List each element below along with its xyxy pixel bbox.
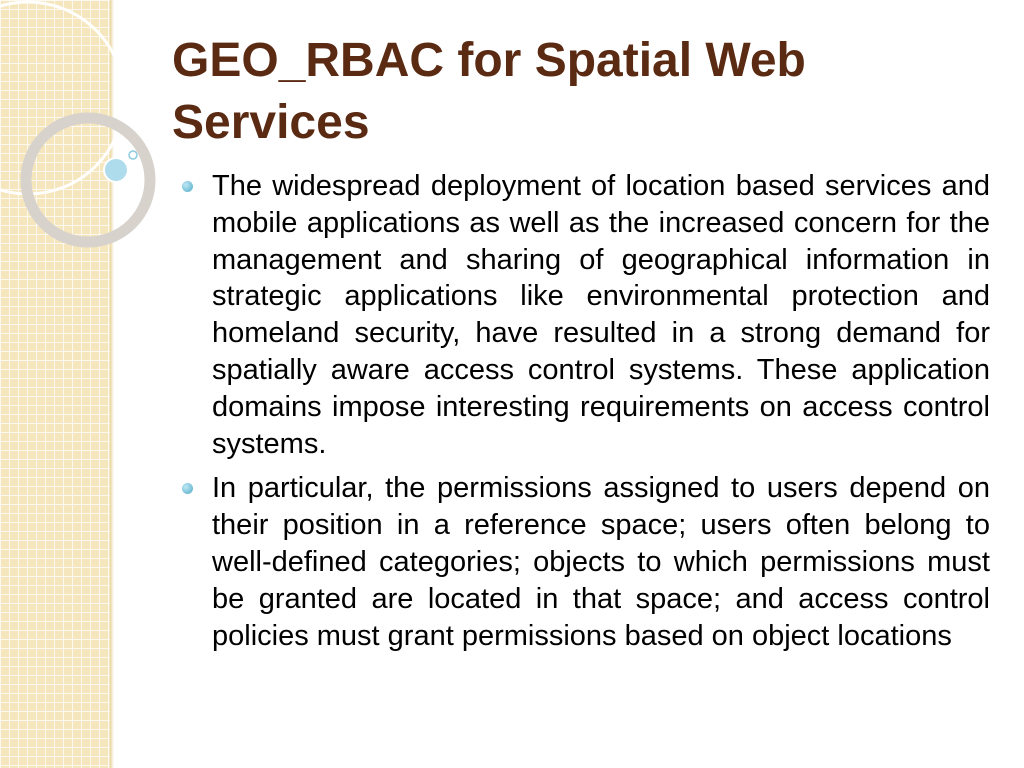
- bullet-item-2: [182, 470, 990, 654]
- bullet-text-2: In particular, the permissions assigned to users depend on their position in a reference space; users often belong to well-defined categories; objects to which permissions must be granted are located in that space; and access control policies must grant permissions based on object locations: [212, 472, 990, 652]
- bullet-list: [182, 168, 990, 662]
- decorative-ring-small: [26, 118, 150, 242]
- decorative-dot-small: [129, 151, 137, 159]
- bullet-text-1: The widespread deployment of location based services and mobile applications as well as the increased concern for the management and sharing of geographical information in strategic applications like environmental protection and homeland security, have resulted in a strong demand for spatially aware access control systems. These application domains impose interesting requirements on access control systems.: [212, 170, 990, 460]
- bullet-dot-icon: [182, 483, 193, 494]
- decorative-circles: [0, 0, 160, 260]
- bullet-dot-icon: [182, 181, 193, 192]
- bullet-item-1: [182, 168, 990, 462]
- slide-title: GEO_RBAC for Spatial Web Services: [172, 34, 806, 149]
- decorative-dot-large: [104, 158, 128, 182]
